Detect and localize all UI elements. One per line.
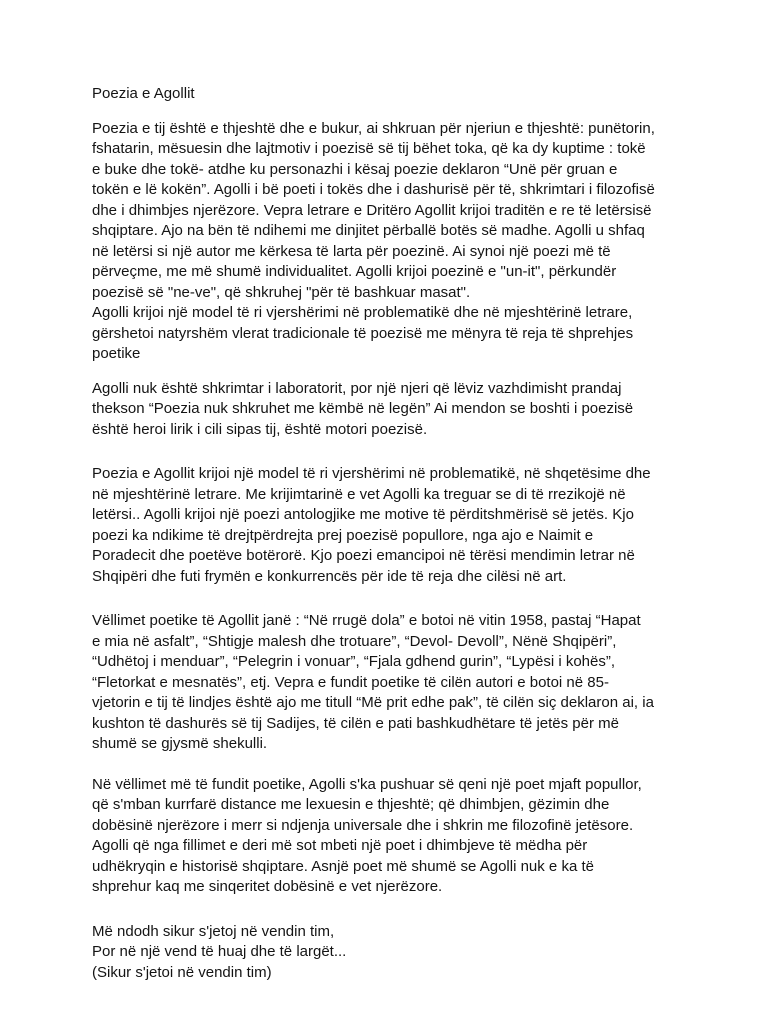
- text-line: Agolli nuk është shkrimtar i laboratorit, por një njeri që lëviz vazhdimisht prandaj: [92, 379, 622, 397]
- text-line: që s'mban kurrfarë distance me lexuesin e thjeshtë; që dhimbjen, gëzimin dhe: [92, 796, 610, 813]
- text-line: Poezia e Agollit krijoi një model të ri vjershërimi në problematikë, në shqetësime dhe: [92, 465, 651, 482]
- text-line: gërshetoi natyrshëm vlerat tradicionale të poezisë me mënyra të reja të shprehjes: [92, 324, 634, 342]
- document-page: [92, 84, 692, 997]
- text-line: shprehur kaq me sinqeritet dobësinë e vet njerëzore.: [92, 878, 443, 895]
- text-line: poetike: [92, 345, 141, 362]
- text-line: Në vëllimet më të fundit poetike, Agolli s'ka pushuar së qeni një poet mjaft popullor,: [92, 775, 642, 793]
- text-line: shqiptare. Ajo na bën të ndihemi me dinjitet përballë botës së madhe. Agolli u shfaq: [92, 222, 645, 239]
- paragraph-model: [92, 464, 692, 587]
- text-line: Shqipëri dhe futi frymën e konkurrencës për ide të reja dhe cilësi në art.: [92, 567, 567, 585]
- text-line: Agolli krijoi një model të ri vjershërimi në problematikë dhe në mjeshtërinë letrare,: [92, 304, 633, 321]
- text-line: thekson “Poezia nuk shkruhet me këmbë në legën” Ai mendon se boshti i poezisë: [92, 400, 634, 417]
- text-line: kushton të dashurës së tij Sadijes, të cilën e pati bashkudhëtare të jetës për më: [92, 714, 619, 732]
- text-line: poezi ka ndikime të drejtpërdrejta prej poezisë popullore, nga ajo e Naimit e: [92, 526, 594, 544]
- text-line: në mjeshtërinë letrare. Me krijimtarinë e vet Agolli ka treguar se di të rrezikojë në: [92, 485, 626, 503]
- text-line: e buke dhe tokë- atdhe ku personazhi i kësaj poezie deklaron “Unë për gruan e: [92, 160, 618, 178]
- verse-line: Por në një vend të huaj dhe të largët...: [92, 943, 347, 960]
- text-line: në letërsi si një autor me kërkesa të larta për poezinë. Ai synoi një poezi më të: [92, 242, 611, 260]
- text-line: e mia në asfalt”, “Shtigje malesh dhe trotuare”, “Devol- Devoll”, Nënë Shqipëri”,: [92, 632, 617, 650]
- text-line: është heroi lirik i cili sipas tij, është motori poezisë.: [92, 420, 428, 438]
- text-line: shumë se gjysmë shekulli.: [92, 735, 268, 752]
- text-line: letërsi.. Agolli krijoi një poezi antologjike me motive të përditshmërisë së jetës. Kjo: [92, 506, 634, 523]
- verse-line: Më ndodh sikur s'jetoj në vendin tim,: [92, 922, 335, 940]
- text-line: përveçme, me më shumë individualitet. Agolli krijoi poezinë e "un-it", përkundër: [92, 263, 617, 280]
- document-title: Poezia e Agollit: [92, 85, 195, 102]
- text-line: poezisë së "ne-ve", që shkruhej "për të bashkuar masat".: [92, 283, 471, 301]
- paragraph-intro: [92, 119, 692, 365]
- text-line: Vëllimet poetike të Agollit janë : “Në rrugë dola” e botoi në vitin 1958, pastaj “Hapat: [92, 612, 641, 629]
- verse-line: (Sikur s'jetoi në vendin tim): [92, 963, 272, 981]
- text-line: Poezia e tij është e thjeshtë dhe e bukur, ai shkruan për njeriun e thjeshtë: punëtorin,: [92, 119, 655, 137]
- paragraph-laboratory: [92, 379, 692, 441]
- text-line: dhe i dhimbjes njerëzore. Vepra letrare e Dritëro Agollit krijoi traditën e re të letërsisë: [92, 201, 652, 219]
- verse-quote: [92, 922, 692, 984]
- text-line: “Udhëtoj i menduar”, “Pelegrin i vonuar”, “Fjala gdhend gurin”, “Lypësi i kohës”,: [92, 653, 616, 670]
- text-line: “Fletorkat e mesnatës”, etj. Vepra e fundit poetike të cilën autori e botoi në 85-: [92, 673, 609, 691]
- text-line: Poradecit dhe poetëve botërorë. Kjo poezi emancipoi në tërësi mendimin letrar në: [92, 547, 635, 564]
- paragraph-volumes: [92, 611, 692, 755]
- paragraph-latest-volumes: [92, 775, 692, 898]
- text-line: dobësinë njerëzore i merr si ndjenja universale dhe i shkrin me filozofinë jetësore.: [92, 816, 634, 834]
- text-line: vjetorin e tij të lindjes është ajo me titull “Më prit edhe pak”, të cilën siç deklaron ai, ia: [92, 694, 654, 711]
- text-line: Agolli që nga fillimet e deri më sot mbeti një poet i dhimbjeve të mëdha për: [92, 837, 588, 854]
- text-line: tokën e lë kokën”. Agolli i bë poeti i tokës dhe i dashurisë për të, shkrimtari i filozofisë: [92, 181, 655, 198]
- text-line: fshatarin, mësuesin dhe lajtmotiv i poezisë së tij bëhet toka, që ka dy kuptime : tokë: [92, 140, 646, 157]
- text-line: udhëkryqin e historisë shqiptare. Asnjë poet më shumë se Agolli nuk e ka të: [92, 857, 594, 875]
